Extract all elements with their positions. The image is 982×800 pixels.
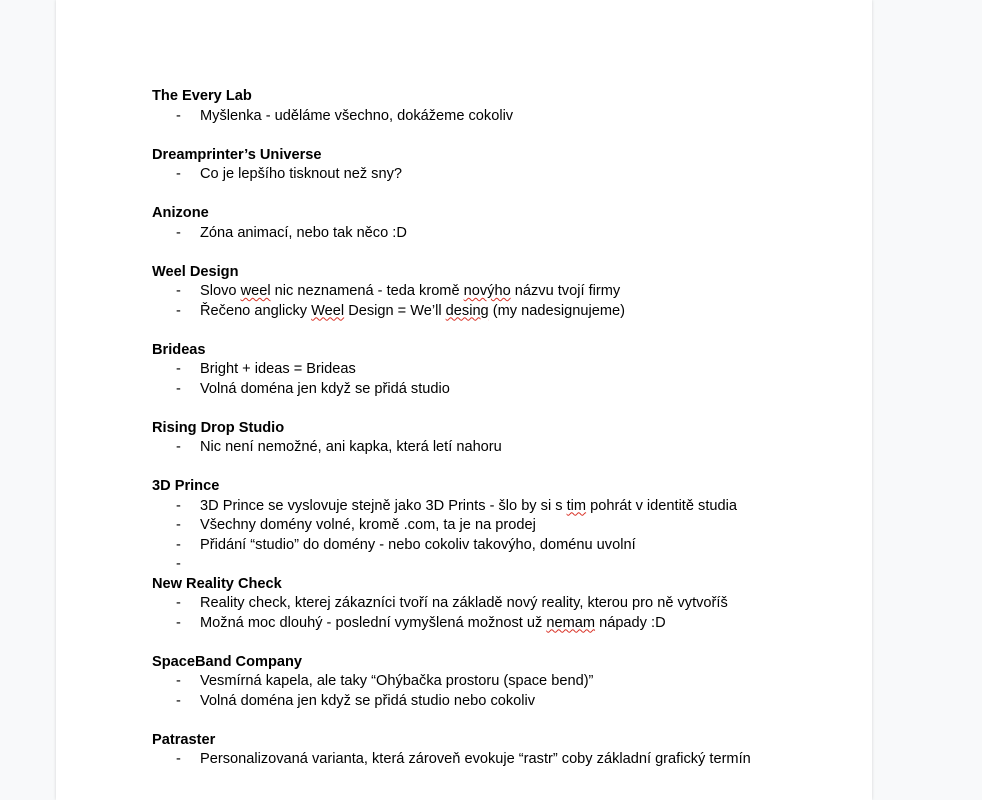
bullet-dash: - [176,751,181,767]
list-item-text: Myšlenka - uděláme všechno, dokážeme cokoliv [200,107,514,124]
document-page [56,0,872,800]
spelling-error[interactable]: Weel [311,302,345,319]
list-item-text: Nic není nemožné, ani kapka, která letí nahoru [200,439,502,455]
section-heading: Patraster [152,731,216,748]
bullet-dash: - [176,692,181,709]
text-run: Design = We’ll [344,302,446,319]
bullet-dash: - [176,497,181,514]
list-item-text: Všechny domény volné, kromě .com, ta je na prodej [200,517,536,533]
list-item-text [200,614,666,634]
bullet-dash: - [176,536,181,553]
list-item [152,438,832,458]
bullet-dash: - [176,224,181,241]
list-item [152,497,832,517]
section-heading: Anizone [152,205,209,221]
section-patraster [152,731,832,770]
text-run: Možná moc dlouhý - poslední vymyšlená možnost už [200,614,547,631]
list-item-text [200,282,620,302]
text-run: pohrát v identitě studia [586,497,737,514]
list-item [152,165,832,185]
list-item-empty [152,555,832,575]
section-heading: Brideas [152,341,206,358]
bullet-dash: - [176,614,181,631]
bullet-dash: - [176,556,181,572]
list-item [152,614,832,634]
list-item-text: Volná doména jen když se přidá studio [200,380,450,397]
text-run: nic neznamená - teda kromě [270,283,464,299]
list-item [152,594,832,614]
text-run: (my nadesignujeme) [488,302,625,319]
section-new-reality-check [152,575,832,634]
list-item-text [200,302,625,322]
text-run: názvu tvojí firmy [510,283,621,299]
section-the-every-lab [152,87,832,126]
section-brideas [152,341,832,400]
list-item-text: Reality check, kterej zákazníci tvoří na základě nový reality, kterou pro ně vytvoříš [200,595,728,611]
bullet-dash: - [176,673,181,689]
bullet-dash: - [176,517,181,533]
list-item-text: Vesmírná kapela, ale taky “Ohýbačka prostoru (space bend)” [200,673,594,689]
section-spaceband-company [152,653,832,712]
list-item-text: Zóna animací, nebo tak něco :D [200,224,407,241]
bullet-dash: - [176,302,181,319]
list-item-text [200,497,737,517]
spelling-error[interactable]: weel [240,283,271,299]
section-heading: SpaceBand Company [152,653,303,670]
spelling-error[interactable]: tim [566,497,587,514]
section-anizone [152,204,832,243]
section-heading: Weel Design [152,263,239,280]
bullet-dash: - [176,380,181,397]
list-item [152,536,832,556]
bullet-dash: - [176,595,181,611]
section-heading: Dreamprinter’s Universe [152,146,322,163]
bullet-dash: - [176,166,181,182]
section-heading: The Every Lab [152,88,252,104]
section-heading: New Reality Check [152,575,282,592]
spelling-error[interactable]: novýho [463,283,511,299]
bullet-dash: - [176,439,181,455]
list-item-text: Co je lepšího tisknout než sny? [200,166,402,182]
section-3d-prince [152,477,832,575]
spelling-error[interactable]: nemam [546,614,596,631]
section-rising-drop-studio [152,419,832,458]
list-item [152,282,832,302]
document-body[interactable] [152,87,832,770]
list-item [152,380,832,400]
list-item [152,107,832,127]
text-run: nápady :D [595,614,666,631]
list-item-text: Bright + ideas = Brideas [200,361,356,377]
list-item [152,672,832,692]
list-item [152,360,832,380]
section-weel-design [152,263,832,322]
text-run: Slovo [200,283,241,299]
text-run: 3D Prince se vyslovuje stejně jako 3D Prints - šlo by si s [200,497,567,514]
text-run: Řečeno anglicky [200,302,312,319]
list-item [152,692,832,712]
section-heading: 3D Prince [152,478,220,494]
bullet-dash: - [176,361,181,377]
list-item-text: Volná doména jen když se přidá studio nebo cokoliv [200,692,536,709]
bullet-dash: - [176,283,181,299]
list-item [152,302,832,322]
list-item [152,750,832,770]
bullet-dash: - [176,107,181,124]
section-dreamprinters-universe [152,146,832,185]
list-item-text: Personalizovaná varianta, která zároveň evokuje “rastr” coby základní grafický termín [200,751,751,767]
spelling-error[interactable]: desing [445,302,489,319]
section-heading: Rising Drop Studio [152,419,285,436]
list-item [152,224,832,244]
list-item-text: Přidání “studio” do domény - nebo cokoliv takovýho, doménu uvolní [200,536,636,553]
list-item [152,516,832,536]
